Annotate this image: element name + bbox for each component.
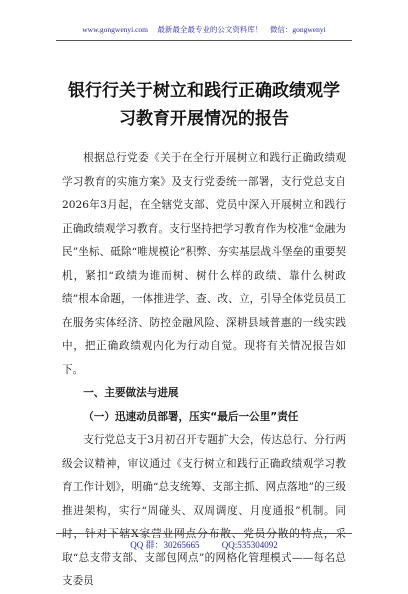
page-footer xyxy=(56,538,352,551)
document-body xyxy=(62,147,346,594)
body-paragraph: 支行党总支于3月初召开专题扩大会，传达总行、分行两级会议精神，审议通过《支行树立和践行正确政绩观学习教育工作计划》，明确“总支统筹、支部主抓、网点落地”的三级推进架构，实行“周碰头、双周调度、月度通报”机制。同时，针对下辖X家营业网点分布散、党员分散的特点，采取“总支带支部、支部包网点”的网格化管理模式——每名总支委员 xyxy=(62,434,346,587)
subsection-heading: （一）迅速动员部署，压实“最后一公里”责任 xyxy=(83,410,299,423)
footer-divider xyxy=(56,533,352,534)
footer-qq-group: QQ 群：30265665 xyxy=(130,540,200,550)
page-header: www.gongwenyi.com 最新最全最专业的公文资料库！ 微信：gongwenyi xyxy=(82,25,326,34)
section-heading: 一、主要做法与进展 xyxy=(83,387,179,399)
header-divider xyxy=(56,40,352,41)
intro-paragraph: 根据总行党委《关于在全行开展树立和践行正确政绩观学习教育的实施方案》及支行党委统一部署，支行党总支自2026年3月起，在全辖党支部、党员中深入开展树立和践行正确政绩观学习教育。支行坚持把学习教育作为校准“金融为民”坐标、砥除“唯规模论”积弊、夯实基层战斗堡垒的重要契机，紧扣“政绩为谁而树、树什么样的政绩、靠什么树政绩”根本命题，一体推进学、查、改、立，引导全体党员员工在服务实体经济、防控金融风险、深耕县域普惠的一线实践中，把正确政绩观内化为行动自觉。现将有关情况报告如下。 xyxy=(62,152,346,376)
footer-qq: QQ:535304092 xyxy=(221,540,278,550)
document-title: 银行行关于树立和践行正确政绩观学习教育开展情况的报告 xyxy=(68,81,340,129)
